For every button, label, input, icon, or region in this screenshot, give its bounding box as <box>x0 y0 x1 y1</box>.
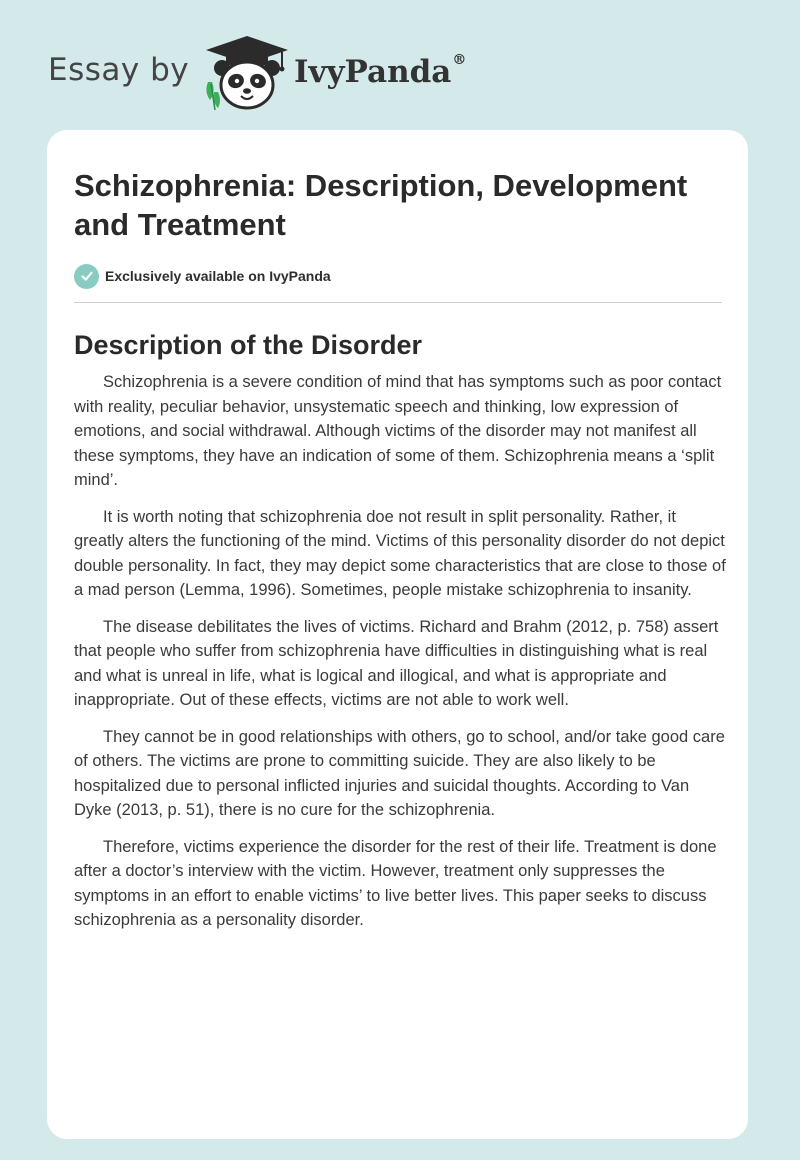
registered-mark: ® <box>452 52 467 68</box>
exclusive-badge <box>74 263 331 289</box>
panda-graduation-cap-icon <box>202 34 292 112</box>
paragraph: They cannot be in good relationships with others, go to school, and/or take good care of others. The victims are prone to committing suicide. They are also likely to be hospitalized due to personal inflicted injuries and suicidal thoughts. According to Van Dyke (2013, p. 51), there is no cure for the schizophrenia. <box>74 727 725 819</box>
exclusive-label: Exclusively available on IvyPanda <box>105 268 331 284</box>
section-heading: Description of the Disorder <box>74 330 423 360</box>
paragraph: It is worth noting that schizophrenia doe not result in split personality. Rather, it greatly alters the functioning of the mind. Victims of this personality disorder do not depict double personality. In fact, they may depict some characteristics that are close to those of a mad person (Lemma, 1996). Sometimes, people mistake schizophrenia to insanity. <box>74 507 726 599</box>
paragraph: The disease debilitates the lives of victims. Richard and Brahm (2012, p. 758) assert that people who suffer from schizophrenia have difficulties in distinguishing what is real and what is unreal in life, what is logical and illogical, and what is appropriate and inappropriate. Out of these effects, victims are not able to work well. <box>74 617 719 709</box>
brand-header <box>48 34 548 114</box>
brand-name <box>294 54 466 90</box>
body-text <box>74 370 726 945</box>
brand-name-text: IvyPanda <box>294 54 452 90</box>
divider <box>74 302 722 303</box>
checkmark-icon <box>74 264 99 289</box>
paragraph: Schizophrenia is a severe condition of mind that has symptoms such as poor contact with reality, peculiar behavior, unsystematic speech and thinking, low expression of emotions, and social withdrawal. Although victims of the disorder may not manifest all these symptoms, they have an indication of some of them. Schizophrenia means a ‘split mind’. <box>74 373 722 489</box>
paragraph: Therefore, victims experience the disorder for the rest of their life. Treatment is done after a doctor’s interview with the victim. However, treatment only suppresses the symptoms in an effort to enable victims’ to live better lives. This paper seeks to discuss schizophrenia as a personality disorder. <box>74 837 717 929</box>
document-title: Schizophrenia: Description, Development and Treatment <box>74 168 688 242</box>
brand-prefix: Essay by <box>48 52 190 88</box>
document-card <box>47 130 748 1139</box>
